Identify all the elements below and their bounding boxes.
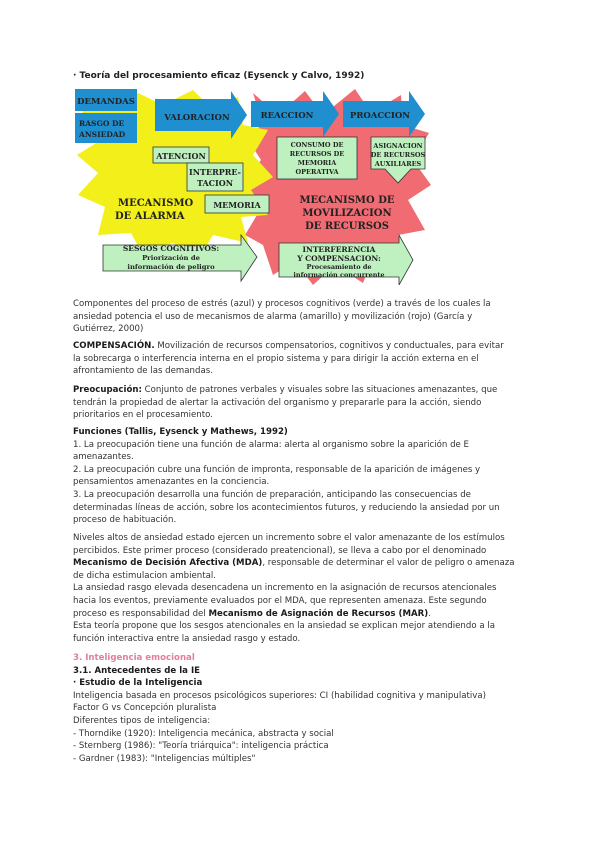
alarm-label-2: DE ALARMA [115, 211, 185, 222]
atencion-box [153, 147, 209, 163]
svg-text:MEMORIA: MEMORIA [213, 200, 261, 210]
rasgo-box [75, 113, 137, 143]
svg-text:Priorización de: Priorización de [142, 254, 200, 262]
preocupacion-paragraph: Preocupación: Conjunto de patrones verbales y visuales sobre las situaciones amenazantes, que tendrán la propiedad de alertar la activación del organismo y prepararle para la acción, siendo prioritarios en el procesamiento. [73, 385, 498, 421]
preocupacion-term: Preocupación: [73, 385, 142, 395]
svg-text:RASGO DE: RASGO DE [79, 119, 125, 128]
mobilization-label-3: DE RECURSOS [305, 221, 389, 232]
alarm-label-1: MECANISMO [118, 198, 194, 209]
svg-text:DE RECURSOS: DE RECURSOS [370, 151, 426, 159]
mobilization-label-1: MECANISMO DE [299, 195, 395, 206]
inteligencia-section: 3. Inteligencia emocional 3.1. Antecedentes de la IE · Estudio de la Inteligencia Inteligencia basada en procesos psicológicos superiores: CI (habilidad cognitiva y manipulativa) Factor G vs Concepción pluralista Diferentes tipos de inteligencia: - Thorndike (1920): Inteligencia mecánica, abstracta y social - Sternberg (1986): "Teoría triárquica": inteligencia práctica - Gardner (1983): "Inteligencias múltiples" [73, 652, 528, 765]
niveles-paragraph: Niveles altos de ansiedad estado ejercen un incremento sobre el valor amenazante de los estímulos percibidos. Este primer proceso (considerado preatencional), se lleva a cabo por el denominado Mecanismo de Decisión Afectiva (MDA), responsable de determinar el valor de peligro o amenaza de dicha estimulacion ambiental. La ansiedad rasgo elevada desencadena un incremento en la asignación de recursos atencionales hacia los eventos, previamente evaluados por el MDA, que representen amenaza. Este segundo proceso es responsabilidad del Mecanismo de Asignación de Recursos (MAR). Esta teoría propone que los sesgos atencionales en la ansiedad se explican mejor atendiendo a la función interactiva entre la ansiedad rasgo y estado. [73, 533, 515, 644]
svg-text:RECURSOS DE: RECURSOS DE [289, 150, 345, 158]
interpretacion-box [187, 163, 243, 191]
consumo-box [277, 137, 357, 179]
svg-text:INTERPRE-: INTERPRE- [189, 167, 241, 177]
svg-text:información concurrente: información concurrente [293, 271, 385, 279]
mobilization-label-2: MOVILIZACION [302, 208, 392, 219]
caption-paragraph: Componentes del proceso de estrés (azul) y procesos cognitivos (verde) a través de los cuales la ansiedad potencia el uso de mecanismos de alarma (amarillo) y movilización (rojo) (García y Gutiérrez, 2000) [73, 299, 491, 335]
svg-text:ANSIEDAD: ANSIEDAD [79, 130, 126, 139]
memoria-box [205, 195, 269, 213]
svg-text:TACION: TACION [196, 178, 234, 188]
svg-text:PROACCION: PROACCION [349, 111, 411, 121]
svg-text:CONSUMO DE: CONSUMO DE [290, 141, 344, 149]
svg-text:OPERATIVA: OPERATIVA [295, 168, 339, 176]
demandas-box [75, 89, 137, 111]
funciones-section: Funciones (Tallis, Eysenck y Mathews, 1992) 1. La preocupación tiene una función de alarma: alerta al organismo sobre la aparición de E amenazantes. 2. La preocupación cubre una función de impronta, responsable de la aparición de imágenes y pensamientos amenazantes en la conciencia. 3. La preocupación desarrolla una función de preparación, anticipando las consecuencias de determinadas líneas de acción, sobre los acontecimientos futuros, y reduciendo la ansiedad por un proceso de habituación. [73, 426, 528, 527]
svg-text:Y COMPENSACION:: Y COMPENSACION: [297, 254, 381, 263]
svg-text:INTERFERENCIA: INTERFERENCIA [302, 245, 376, 254]
section-3-1-title: 3.1. Antecedentes de la IE [73, 665, 201, 676]
svg-text:SESGOS COGNITIVOS:: SESGOS COGNITIVOS: [122, 244, 220, 253]
svg-text:REACCION: REACCION [260, 111, 314, 121]
compensacion-paragraph: COMPENSACIÓN. Movilización de recursos compensatorios, cognitivos y conductuales, para evitar la sobrecarga o interferencia interna en el propio sistema y para dirigir la acción externa en el afrontamiento de las demandas. [73, 341, 504, 377]
section-heading: · Teoría del procesamiento eficaz (Eysenck y Calvo, 1992) [73, 71, 365, 81]
svg-text:DEMANDAS: DEMANDAS [77, 97, 135, 107]
section-3-title: 3. Inteligencia emocional [73, 653, 195, 663]
svg-text:VALORACION: VALORACION [164, 113, 230, 123]
mar-term: Mecanismo de Asignación de Recursos (MAR) [208, 608, 429, 619]
funciones-title: Funciones (Tallis, Eysenck y Mathews, 1992) [73, 427, 288, 437]
estudio-title: · Estudio de la Inteligencia [73, 678, 203, 689]
svg-text:Procesamiento de: Procesamiento de [306, 263, 372, 271]
svg-text:ATENCION: ATENCION [156, 151, 206, 161]
svg-text:MEMORIA: MEMORIA [297, 159, 337, 167]
svg-text:información de peligro: información de peligro [127, 263, 215, 271]
svg-text:ASIGNACION: ASIGNACION [373, 142, 423, 150]
compensacion-term: COMPENSACIÓN. [73, 341, 155, 351]
mda-term: Mecanismo de Decisión Afectiva (MDA) [73, 558, 263, 569]
svg-text:AUXILIARES: AUXILIARES [374, 160, 422, 168]
stress-processing-diagram [73, 85, 433, 285]
